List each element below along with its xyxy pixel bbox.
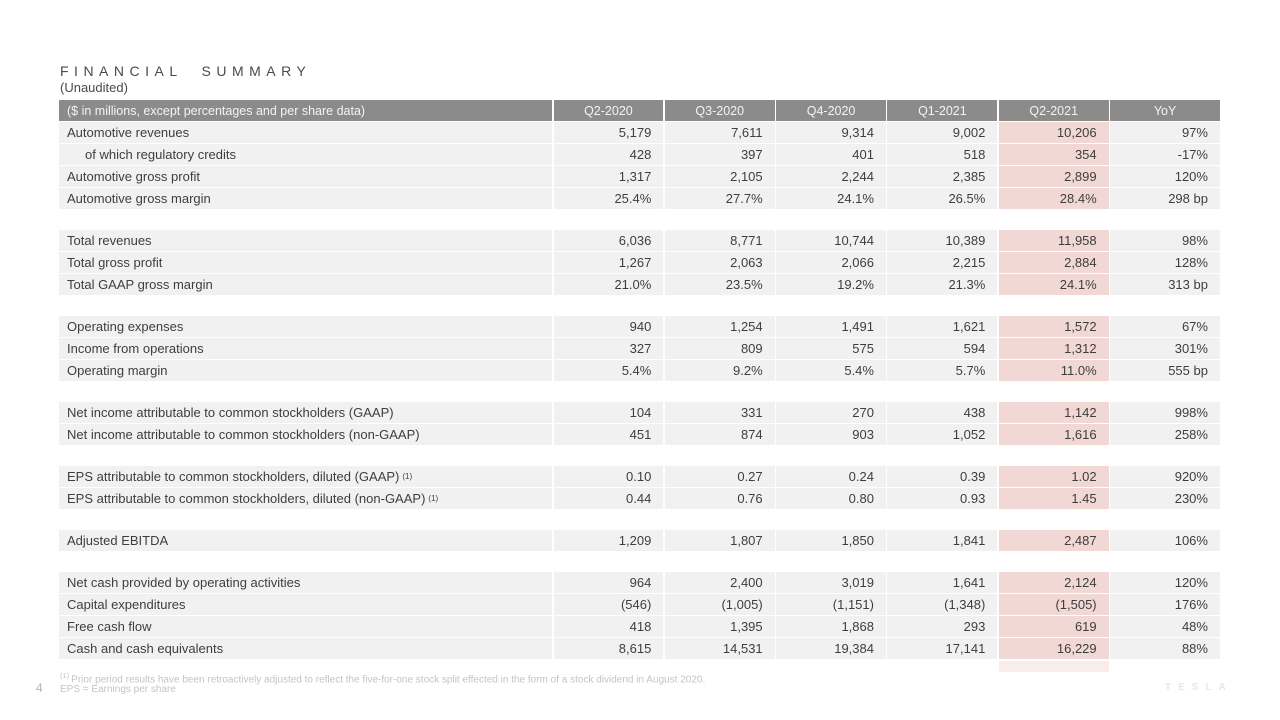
row-label-text: Cash and cash equivalents — [67, 641, 224, 656]
value-cell: 354 — [999, 144, 1109, 165]
value-cell: 128% — [1110, 252, 1220, 273]
value-cell: 1,267 — [554, 252, 664, 273]
value-cell: 874 — [665, 424, 775, 445]
value-cell: 10,744 — [776, 230, 886, 251]
value-cell: 1,317 — [554, 166, 664, 187]
group-spacer — [59, 552, 1220, 572]
value-cell: -17% — [1110, 144, 1220, 165]
value-cell: 293 — [887, 616, 997, 637]
value-cell: 518 — [887, 144, 997, 165]
table-row — [59, 360, 1220, 381]
value-cell: 428 — [554, 144, 664, 165]
value-cell: 1,641 — [887, 572, 997, 593]
table-row — [59, 230, 1220, 251]
value-cell: 16,229 — [999, 638, 1109, 659]
row-label — [59, 338, 552, 359]
value-cell: 1,850 — [776, 530, 886, 551]
row-label — [59, 572, 552, 593]
value-cell: 23.5% — [665, 274, 775, 295]
row-label — [59, 638, 552, 659]
value-cell: 258% — [1110, 424, 1220, 445]
value-cell: 0.80 — [776, 488, 886, 509]
row-label-text: Operating margin — [67, 363, 168, 378]
value-cell: 1,572 — [999, 316, 1109, 337]
value-cell: 21.0% — [554, 274, 664, 295]
row-label-text: Total gross profit — [67, 255, 163, 270]
value-cell: 964 — [554, 572, 664, 593]
value-cell: 14,531 — [665, 638, 775, 659]
value-cell: 120% — [1110, 166, 1220, 187]
value-cell: 1.02 — [999, 466, 1109, 487]
value-cell: 6,036 — [554, 230, 664, 251]
row-label-text: Income from operations — [67, 341, 204, 356]
row-label-text: Automotive gross profit — [67, 169, 200, 184]
value-cell: 9.2% — [665, 360, 775, 381]
group-spacer — [59, 446, 1220, 466]
value-cell: 19.2% — [776, 274, 886, 295]
group-spacer — [59, 510, 1220, 530]
table-header-row — [59, 100, 1220, 121]
value-cell: 67% — [1110, 316, 1220, 337]
value-cell: 2,063 — [665, 252, 775, 273]
column-header-q2-2020: Q2-2020 — [554, 100, 664, 121]
tesla-wordmark-logo: TESLA — [1165, 682, 1233, 693]
table-row — [59, 530, 1220, 551]
table-row — [59, 166, 1220, 187]
value-cell: 809 — [665, 338, 775, 359]
value-cell: 21.3% — [887, 274, 997, 295]
table-row — [59, 572, 1220, 593]
value-cell: 903 — [776, 424, 886, 445]
value-cell: 5.4% — [554, 360, 664, 381]
value-cell: 301% — [1110, 338, 1220, 359]
group-spacer — [59, 210, 1220, 230]
row-label-text: Total revenues — [67, 233, 152, 248]
value-cell: 2,385 — [887, 166, 997, 187]
value-cell: 0.44 — [554, 488, 664, 509]
row-label — [59, 274, 552, 295]
value-cell: 313 bp — [1110, 274, 1220, 295]
value-cell: 230% — [1110, 488, 1220, 509]
row-label — [59, 316, 552, 337]
value-cell: 2,400 — [665, 572, 775, 593]
value-cell: 24.1% — [776, 188, 886, 209]
value-cell: 418 — [554, 616, 664, 637]
value-cell: 106% — [1110, 530, 1220, 551]
financial-summary-table — [59, 100, 1220, 660]
row-label-text: Adjusted EBITDA — [67, 533, 169, 548]
value-cell: 331 — [665, 402, 775, 423]
value-cell: 0.27 — [665, 466, 775, 487]
row-label: EPS attributable to common stockholders, diluted (non-GAAP) (1) — [59, 488, 552, 509]
table-body — [59, 122, 1220, 659]
value-cell: 19,384 — [776, 638, 886, 659]
value-cell: 104 — [554, 402, 664, 423]
row-label-text: Free cash flow — [67, 619, 152, 634]
value-cell: 5.7% — [887, 360, 997, 381]
value-cell: 1,491 — [776, 316, 886, 337]
page-number: 4 — [36, 681, 43, 695]
row-label — [59, 424, 552, 445]
page-subtitle: (Unaudited) — [60, 80, 128, 95]
value-cell: 575 — [776, 338, 886, 359]
highlight-column-tail — [999, 661, 1109, 672]
value-cell: 48% — [1110, 616, 1220, 637]
value-cell: 940 — [554, 316, 664, 337]
value-cell: 998% — [1110, 402, 1220, 423]
value-cell: 270 — [776, 402, 886, 423]
value-cell: 24.1% — [999, 274, 1109, 295]
value-cell: 8,771 — [665, 230, 775, 251]
value-cell: 11,958 — [999, 230, 1109, 251]
value-cell: 0.10 — [554, 466, 664, 487]
value-cell: 97% — [1110, 122, 1220, 143]
value-cell: (546) — [554, 594, 664, 615]
value-cell: 17,141 — [887, 638, 997, 659]
value-cell: (1,505) — [999, 594, 1109, 615]
value-cell: 9,002 — [887, 122, 997, 143]
row-label — [59, 144, 552, 165]
value-cell: 1,312 — [999, 338, 1109, 359]
table-header-label: ($ in millions, except percentages and per share data) — [59, 100, 552, 121]
value-cell: 397 — [665, 144, 775, 165]
column-header-yoy: YoY — [1110, 100, 1220, 121]
group-spacer — [59, 382, 1220, 402]
table-row — [59, 402, 1220, 423]
row-label-text: Net cash provided by operating activities — [67, 575, 301, 590]
value-cell: 2,899 — [999, 166, 1109, 187]
row-label-text: Capital expenditures — [67, 597, 186, 612]
table-row — [59, 338, 1220, 359]
value-cell: 28.4% — [999, 188, 1109, 209]
row-label — [59, 616, 552, 637]
value-cell: 2,124 — [999, 572, 1109, 593]
table-row — [59, 316, 1220, 337]
row-label — [59, 252, 552, 273]
value-cell: 0.76 — [665, 488, 775, 509]
table-row — [59, 144, 1220, 165]
value-cell: 25.4% — [554, 188, 664, 209]
value-cell: 594 — [887, 338, 997, 359]
column-header-q2-2021: Q2-2021 — [999, 100, 1109, 121]
row-label-text: Net income attributable to common stockholders (GAAP) — [67, 405, 394, 420]
value-cell: 1,868 — [776, 616, 886, 637]
value-cell: 9,314 — [776, 122, 886, 143]
row-label-text: Automotive gross margin — [67, 191, 211, 206]
row-label-text: EPS attributable to common stockholders, diluted (non-GAAP) — [67, 491, 426, 506]
column-header-q3-2020: Q3-2020 — [665, 100, 775, 121]
value-cell: 1,142 — [999, 402, 1109, 423]
row-label-text: Total GAAP gross margin — [67, 277, 213, 292]
table-row — [59, 122, 1220, 143]
footnote-eps-definition: EPS = Earnings per share — [60, 684, 176, 695]
row-label — [59, 360, 552, 381]
table-row — [59, 466, 1220, 487]
row-label — [59, 122, 552, 143]
footnote-superscript: (1) — [60, 671, 70, 680]
table-row — [59, 274, 1220, 295]
value-cell: 0.39 — [887, 466, 997, 487]
table-row — [59, 638, 1220, 659]
value-cell: 2,244 — [776, 166, 886, 187]
row-label-text: Net income attributable to common stockholders (non-GAAP) — [67, 427, 420, 442]
footnote-text: Prior period results have been retroactively adjusted to reflect the five-for-one stock split effected in the form of a stock dividend in August 2020. — [71, 674, 706, 686]
value-cell: 11.0% — [999, 360, 1109, 381]
value-cell: 1,621 — [887, 316, 997, 337]
value-cell: 1.45 — [999, 488, 1109, 509]
value-cell: 27.7% — [665, 188, 775, 209]
value-cell: 1,052 — [887, 424, 997, 445]
value-cell: 298 bp — [1110, 188, 1220, 209]
value-cell: 10,206 — [999, 122, 1109, 143]
value-cell: 1,616 — [999, 424, 1109, 445]
value-cell: 1,209 — [554, 530, 664, 551]
table-row — [59, 488, 1220, 509]
table-row — [59, 594, 1220, 615]
table-row — [59, 252, 1220, 273]
row-label — [59, 166, 552, 187]
value-cell: 0.24 — [776, 466, 886, 487]
table-row — [59, 188, 1220, 209]
value-cell: 7,611 — [665, 122, 775, 143]
value-cell: 2,884 — [999, 252, 1109, 273]
value-cell: 438 — [887, 402, 997, 423]
column-header-q1-2021: Q1-2021 — [887, 100, 997, 121]
page-title: FINANCIAL SUMMARY — [60, 63, 312, 79]
value-cell: (1,151) — [776, 594, 886, 615]
value-cell: 1,807 — [665, 530, 775, 551]
value-cell: 2,066 — [776, 252, 886, 273]
value-cell: 8,615 — [554, 638, 664, 659]
value-cell: 88% — [1110, 638, 1220, 659]
row-label-text: Automotive revenues — [67, 125, 190, 140]
value-cell: 98% — [1110, 230, 1220, 251]
value-cell: 120% — [1110, 572, 1220, 593]
value-cell: 555 bp — [1110, 360, 1220, 381]
row-label — [59, 530, 552, 551]
value-cell: 0.93 — [887, 488, 997, 509]
value-cell: 327 — [554, 338, 664, 359]
value-cell: 920% — [1110, 466, 1220, 487]
value-cell: 619 — [999, 616, 1109, 637]
row-label — [59, 230, 552, 251]
value-cell: 10,389 — [887, 230, 997, 251]
value-cell: 5.4% — [776, 360, 886, 381]
row-label — [59, 402, 552, 423]
row-label-text: of which regulatory credits — [85, 147, 237, 162]
value-cell: 1,395 — [665, 616, 775, 637]
value-cell: (1,005) — [665, 594, 775, 615]
value-cell: 176% — [1110, 594, 1220, 615]
table-row — [59, 424, 1220, 445]
value-cell: 5,179 — [554, 122, 664, 143]
row-label: EPS attributable to common stockholders, diluted (GAAP) (1) — [59, 466, 552, 487]
value-cell: 2,105 — [665, 166, 775, 187]
value-cell: 26.5% — [887, 188, 997, 209]
value-cell: 3,019 — [776, 572, 886, 593]
row-label-text: EPS attributable to common stockholders, diluted (GAAP) — [67, 469, 400, 484]
value-cell: 451 — [554, 424, 664, 445]
value-cell: 401 — [776, 144, 886, 165]
row-label-text: Operating expenses — [67, 319, 184, 334]
row-label — [59, 594, 552, 615]
column-header-q4-2020: Q4-2020 — [776, 100, 886, 121]
group-spacer — [59, 296, 1220, 316]
value-cell: 2,215 — [887, 252, 997, 273]
value-cell: (1,348) — [887, 594, 997, 615]
value-cell: 1,841 — [887, 530, 997, 551]
row-label — [59, 188, 552, 209]
value-cell: 1,254 — [665, 316, 775, 337]
value-cell: 2,487 — [999, 530, 1109, 551]
table-row — [59, 616, 1220, 637]
